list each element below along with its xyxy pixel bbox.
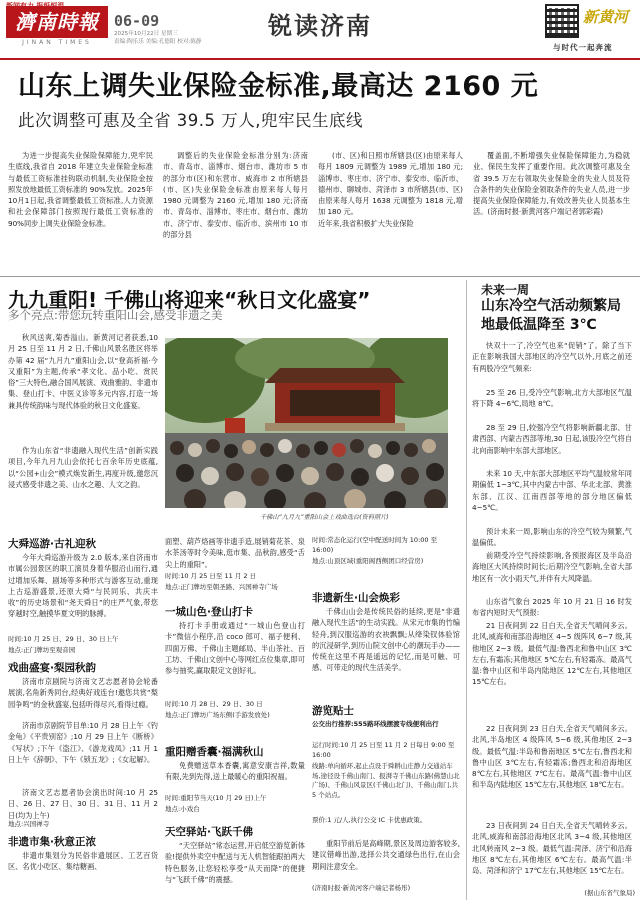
weather-byline: (据山东省气象局): [584, 889, 635, 897]
sachet-time: 时间:重阳节当天(10 月 29 日)上午: [165, 794, 267, 802]
qr-pattern: [549, 8, 575, 34]
section-head-market: 非遗市集·秋意正浓: [8, 836, 96, 848]
weather-p8: 21 日夜间到 22 日白天,全省天气晴间多云。北风,威海和南部沿海地区 4~5 级阵风 6~7 级,其他地区 2~3 级。最低气温:鲁西北和鲁中山区 3℃左右,有霜冻;其他地区 5℃左右,有轻霜冻。最高气温:鲁中山区和半岛内陆地区 12℃左右,其他地区 15℃左右。: [472, 621, 632, 687]
feature-headline: 九九重阳! 千佛山将迎来“秋日文化盛宴”: [8, 288, 371, 312]
weather-p3: 28 至 29 日,较强冷空气将影响新疆北部、甘肃西部、内蒙古西部等地,30 日起,该股冷空气将自北向南影响中东部大部地区。: [472, 423, 632, 455]
tips-route: 线路:单向循环,起止点设于舜耕山庄静力交通站车场,途径设千佛山南门、报湃寺千佛山东路(佛慧山北广场)、千佛山风景区(千佛山北门)、千佛山南门,共 5 个站点。: [312, 762, 460, 799]
section-head-drone: 天空驿站·飞跃千佛: [165, 826, 253, 838]
issue-editors: 责编:陶乐乐 美编:孔德阳 校对:陈静: [114, 38, 202, 45]
lead-column-1: 为进一步提高失业保险保障能力,兜牢民生底线,我省自 2018 年建立失业保险金标准与最低工资标准挂钩联动机制,失业保险金按照发放地最低工资标准的 90%发放。2025年10月1日起,我省调整最低工资标准,人力资源和社会保障部门按照现行最低工资标准的 90%同步上调失业保险金标准。: [8, 151, 153, 228]
issue-date-text: 2025年10月22日 星期三: [114, 31, 178, 37]
section-head-heritage: 非遗新生·山会焕彩: [312, 592, 400, 604]
opera-place: 地点:兴国禅寺: [8, 820, 50, 828]
section-head-opera: 戏曲盛宴·梨园秋韵: [8, 662, 96, 674]
header-rule: [0, 58, 640, 60]
weather-p1: 快双十一了,冷空气也来“促销”了。除了当下正在影响我国大部地区的冷空气以外,月底之前还有两股冷空气频来:: [472, 341, 632, 373]
feature-byline: (济南时报·新黄河客户端记者杨彤): [312, 884, 411, 892]
lead-column-4: 覆盖面,不断增强失业保险保障能力,为稳就业、保民生发挥了重要作用。此次调整可惠及全省 39.5 万左右领取失业保险金的失业人员及符合条件的失业保险金领取条件的失业人员,进一步提高失业保险保障能力,有效改善失业人员基本生活。(济南时报·新黄河客户端记者郭彩霞): [473, 151, 630, 217]
masthead-english: JINAN TIMES: [22, 39, 92, 46]
lead-column-3: (市、区)和日照市所辖县(区)由原来每人每月 1809 元调整为 1989 元,增加 180 元;淄博市、枣庄市、济宁市、泰安市、临沂市、德州市、聊城市、菏泽市 3 市所辖县(市、区)由原来每人每月 1638 元调整为 1818 元,增加 180 元。 近年来,我省积极扩大失业保险: [318, 151, 463, 228]
hiking-body: 持打卡手册或通过“一城山色登山打卡”微信小程序,沿 coco 郎可、福子便利、四面万佛、千佛山主题邮局、半山茶社、百工坊、千佛山文创中心等网红点位集章,即可参与抽奖,赢取限定文创好礼。: [165, 621, 305, 676]
heritage-body: 千佛山山会是传统民俗的延续,更是“非遗融入现代生活”的生动实践。从宋元市集的竹编轻舟,到汉服巡游的衣袂飘飘;从绛染钗体验馆的沉浸研学,到历山院文创中心的潮玩手办——传统在这里不再是遥远的记忆,而是可触、可感、可带走的现代生活美学。: [312, 607, 460, 673]
lead-subtitle: 此次调整可惠及全省 39.5 万人,兜牢民生底线: [18, 111, 363, 130]
weather-headline: 山东冷空气活动频繁局地最低温降至 3℃: [481, 298, 621, 333]
section-title: 锐读济南: [268, 12, 372, 40]
feature-subtitle: 多个亮点:带您玩转重阳山会,感受非遗之美: [8, 308, 223, 322]
weather-p2: 25 至 26 日,受冷空气影响,北方大部地区气温将下降 4~6℃,局地 8℃。: [472, 388, 632, 409]
weather-p5: 预计未来一周,影响山东的冷空气较为频繁,气温偏低。: [472, 527, 632, 548]
festival-photo-image: [165, 338, 448, 508]
lead-column-2: 调整后的失业保险金标准分别为:济南市、青岛市、淄博市、烟台市、潍坊市 5 市的部分市(区)和东营市、威海市 2 市所辖县(市、区)失业保险金标准由原来每人每月 1980 元调整为 2160 元,增加 180 元;济南市、青岛市、淄博市、枣庄市、烟台市、潍坊市、济宁市、泰安市、临沂市、滨州市 10 市的部分县: [163, 151, 308, 240]
photo-caption: 千佛山“九月九”重阳山会上戏曲选台(资料照片): [260, 514, 389, 521]
festival-photo: [165, 338, 448, 508]
weather-p6: 前期受冷空气持续影响,各预报海区及半岛沿海地区大风持续时间长;后期冷空气影响,全省大部地区有一次小雨天气,并伴有大风降温。: [472, 551, 632, 583]
opera-schedule: 济南市京剧院节目单:10 月 28 日上午《钓金龟》《平贵别窑》;10 月 29 日上午《断桥》《写状》;下午《盗江》、《游龙戏凤》;11 月 1 日上午《辞朝》、下午《锁五龙》;《女起解》。: [8, 721, 158, 764]
weather-p4: 未来 10 天,中东部大部地区平均气温较常年同期偏低 1~3℃,其中内蒙古中部、华北北部、黄淮东部、江汉、江南西部等地的部分地区偏低 4~5℃。: [472, 469, 632, 512]
sachet-place: 地点:小戏台: [165, 805, 200, 813]
sachet-body: 免费赠送草本香囊,寓意安康吉祥,数量有限,先到先得,送上最暖心的重阳祝福。: [165, 761, 305, 782]
section-head-hiking: 一城山色·登山打卡: [165, 606, 253, 618]
weather-kicker: 未来一周: [481, 283, 530, 297]
weather-p10: 23 日夜间到 24 日白天,全省天气晴转多云。北风,威海和南部沿海地区北风 3~4 级,其他地区北风转南风 2~3 级。最低气温:菏泽、济宁和沿海地区 8℃左右,其他地区 6℃左右。最高气温:半岛、菏泽和济宁 17℃左右,其他地区 15℃左右。: [472, 821, 632, 876]
market-body: 非遗市集划分为民俗非遗展区、工艺百货区、名优小吃区、集结糖画、: [8, 851, 158, 872]
hiking-place: 地点:正门牌坊广场东侧(手游发放处): [165, 711, 270, 719]
drone-place: 地点:山顶区域(重阳阁西侧团口经营房): [312, 557, 424, 565]
opera-body: 济南市京剧院与济南文艺志愿者协会轮番展演,名角新秀同台,经典好戏连台!邀您共赏“梨园争鸣”的金秋盛宴,包括听得尽兴,看得过瘾。: [8, 677, 158, 709]
column-divider: [466, 280, 467, 900]
weather-p9: 22 日夜间到 23 日白天,全省天气晴间多云。北风,半岛地区 4 级阵风 5~6 级,其他地区 2~3 级。最低气温:半岛和鲁南地区 5℃左右,鲁西北和鲁中山区 3℃左右,有轻霜冻;鲁西北和沿海地区 8℃左右,其他地区 7℃左右。最高气温:鲁中山区和半岛内陆地区 15℃左右,其他地区 18℃左右。: [472, 724, 632, 790]
drone-time: 时间:常态化运行(空中配送时间为 10:00 至 16:00): [312, 536, 438, 554]
weather-p7: 山东省气象台 2025 年 10 月 21 日 16 时发布省内短时天气预报:: [472, 597, 632, 618]
parade-place: 地点:正门牌坊至观音园: [8, 646, 76, 654]
page-number: 06-09: [114, 12, 160, 30]
feature-intro: 秋风送爽,菊香溢山。新黄河记者获悉,10 月 25 日至 11 月 2 日,千佛山风景名胜区将举办第 42 届“九月九”重阳山会,以“登高祈福·今又重阳”为主题,传承“孝文化、品小吃、赏民俗”三大特色,融合国风展演、戏曲雅韵、非遗市集、登山打卡、中医义诊等多元内容,打造一场兼具传统韵味与现代体验的秋日文化盛宴。: [8, 333, 158, 410]
hiking-time: 时间:10 月 28 日、29 日、30 日: [165, 700, 263, 708]
app-slogan: 与时代一起奔流: [553, 43, 613, 52]
parade-body: 今年大舜巡游升级为 2.0 版本,来自济南市市属公园景区的职工演员身着华服沿山而行,通过增加乐舞、剧场等多种形式与游客互动,重现上古巡游盛景,还原大舜“与民同乐、共庆丰收”的历史场景和“尧天舜日”的庄严气象,带您穿越时空,触摸华夏文明的脉搏。: [8, 553, 158, 619]
feature-intro-2: 作为山东省“非遗融入现代生活”创新实践项目,今年九月九山会依托七百余年历史底蕴,以“公园+山会”模式焕发新生,再度升级,邀您沉浸式感受非遗之美、山水之趣、人文之韵。: [8, 446, 158, 489]
section-head-tips: 游览贴士: [312, 705, 354, 717]
drone-body: “天空驿站”常态运营,开启低空游览新体验!提供外卖空中配送与无人机智能跟拍两大特色服务,让您轻松享受“从天而降”的便捷与“飞跃千佛”的震撼。: [165, 841, 305, 884]
section-head-sachet: 重阳赠香囊·福满秋山: [165, 746, 264, 758]
lead-headline: 山东上调失业保险金标准,最高达 2160 元: [18, 71, 539, 102]
divider: [0, 276, 640, 277]
tips-fare: 票价:1 元/人,执行公交 IC 卡优惠政策。: [312, 816, 427, 824]
market-body-cont: 面塑、葫芦烙画等非遗手造,展销菊花茶、泉水茶汤等时令美味,逛市集、品秋韵,感受“舌尖上的重阳”。: [165, 537, 305, 569]
parade-time: 时间:10 月 25 日、29 日、30 日上午: [8, 635, 119, 643]
market-place: 地点:正门牌坊至朝圣路、兴国禅寺广场: [165, 583, 278, 591]
tips-time: 运行时间:10 月 25 日至 11 月 2 日每日 9:00 至 16:00: [312, 741, 455, 759]
tips-bus: 公交出行推荐:555路环线摆渡专线便利出行: [312, 720, 439, 728]
tips-advice: 重阳节前后是高峰期,景区及周边游客较多,建议错峰出游,选择公共交通绿色出行,在山会期间注意安全。: [312, 839, 460, 871]
market-time: 时间:10 月 25 日至 11 月 2 日: [165, 572, 257, 580]
opera-volunteer-schedule: 济南文艺志愿者协会演出时间:10 月 25 日、26 日、27 日、30 日、31 日、11 月 2 日(均为上午): [8, 788, 158, 820]
section-head-parade: 大舜巡游·古礼迎秋: [8, 538, 96, 550]
masthead-logo: 濟南時報: [6, 6, 108, 38]
app-logo: 新黄河: [583, 8, 629, 26]
